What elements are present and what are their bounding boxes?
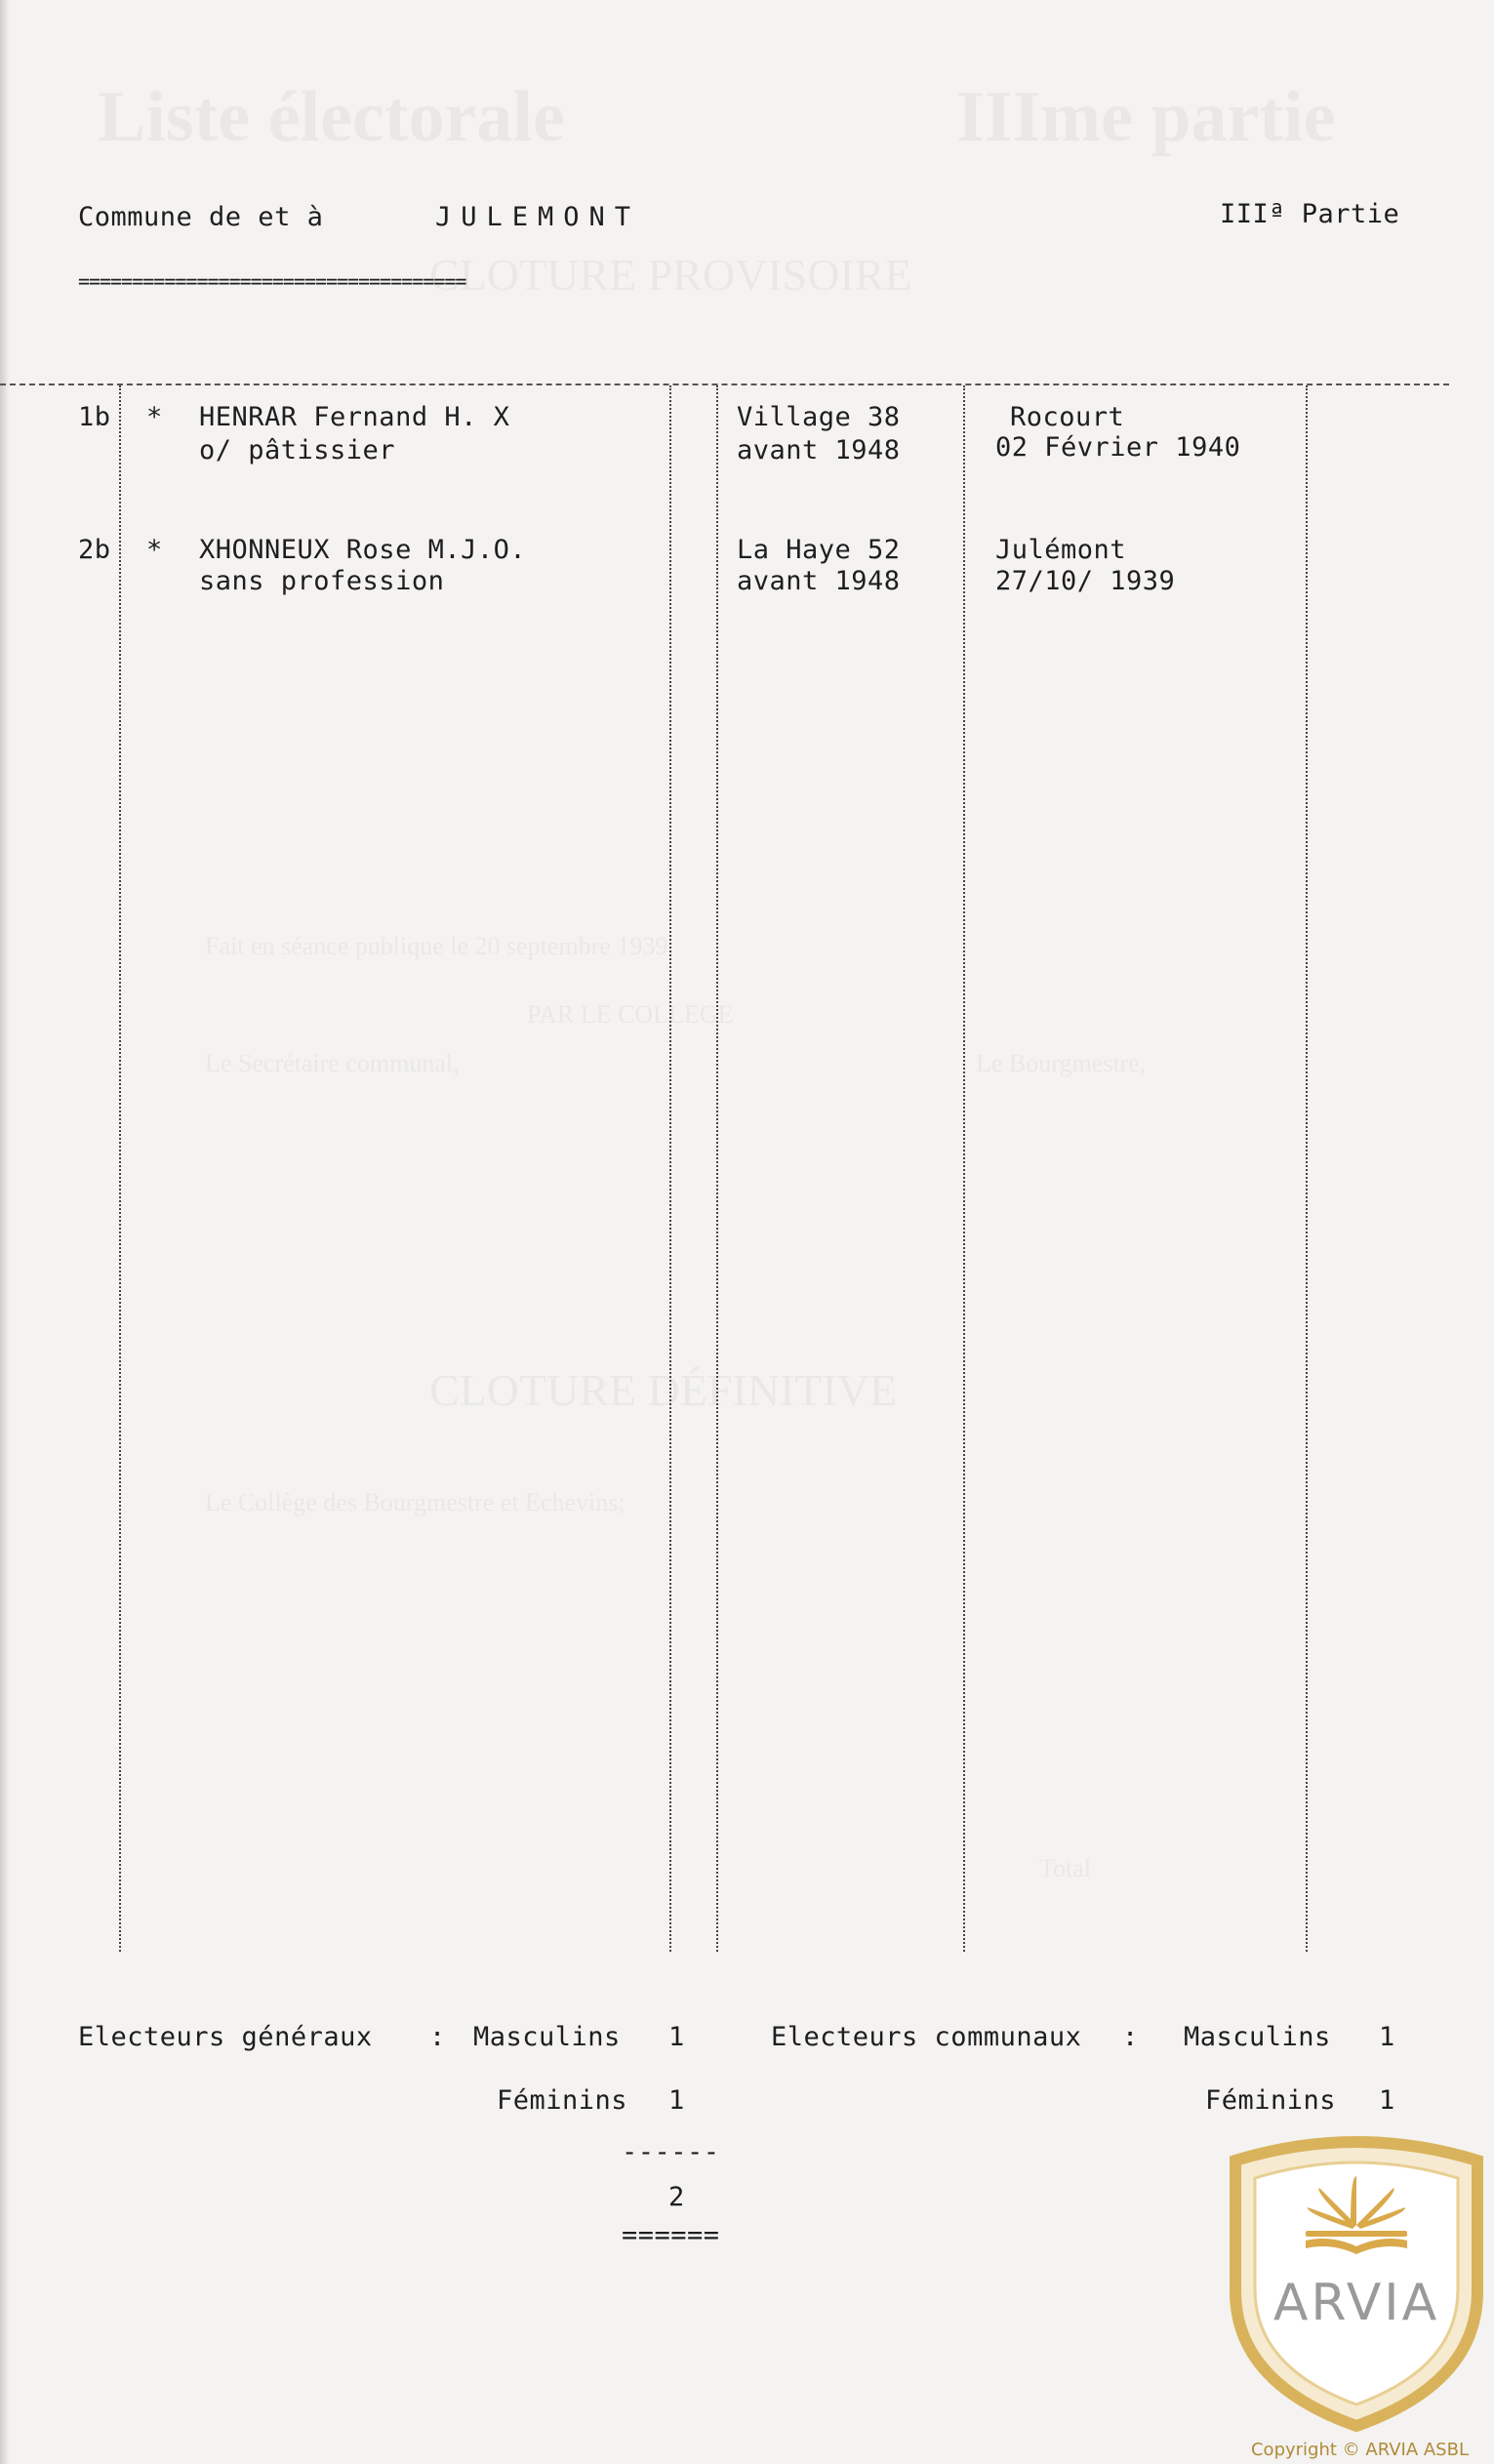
arvia-logo [1222, 2127, 1491, 2432]
entry-address: Village 38 [737, 402, 901, 432]
column-divider-2 [669, 385, 671, 1952]
entry-since: avant 1948 [737, 566, 901, 596]
ghost-bourgmestre [976, 1049, 1146, 1078]
communaux-feminins-count: 1 [1379, 2085, 1395, 2116]
part-label: IIIª Partie [1220, 199, 1400, 229]
column-divider-3 [716, 385, 718, 1952]
sum-total: 2 [668, 2182, 685, 2212]
entry-number: 1b [78, 402, 111, 432]
ghost-date-line [205, 932, 674, 961]
sum-dash-line: ------ [622, 2137, 720, 2167]
communaux-masculins-count: 1 [1379, 2022, 1395, 2052]
column-divider-5 [1306, 385, 1308, 1952]
entry-asterisk: * [146, 402, 163, 432]
communaux-separator: : [1122, 2022, 1139, 2052]
ghost-secretaire [205, 1049, 460, 1078]
entry-birth-place: Julémont [995, 535, 1127, 565]
communaux-feminins-label: Féminins [1205, 2085, 1337, 2116]
column-divider-1 [119, 385, 121, 1952]
ghost-total [1039, 1854, 1091, 1883]
entry-address: La Haye 52 [737, 535, 901, 565]
generaux-masculins-label: Masculins [473, 2022, 621, 2052]
header-underline: ==================================== [78, 269, 466, 293]
generaux-feminins-label: Féminins [497, 2085, 628, 2116]
entry-profession: o/ pâtissier [199, 435, 396, 465]
generaux-feminins-count: 1 [668, 2085, 685, 2116]
commune-label: Commune de et à [78, 202, 324, 232]
generaux-separator: : [429, 2022, 446, 2052]
sum-equals-line: ====== [622, 2220, 720, 2250]
ghost-title-right [956, 76, 1335, 159]
ghost-title-left [98, 76, 565, 159]
communaux-masculins-label: Masculins [1184, 2022, 1331, 2052]
entry-birth-date: 27/10/ 1939 [995, 566, 1176, 596]
ghost-college [205, 1488, 626, 1517]
ghost-par-college [527, 1000, 733, 1030]
generaux-masculins-count: 1 [668, 2022, 685, 2052]
entry-since: avant 1948 [737, 435, 901, 465]
column-divider-4 [963, 385, 965, 1952]
entry-birth-place: Rocourt [1010, 402, 1125, 432]
electeurs-generaux-label: Electeurs généraux [78, 2022, 373, 2052]
page-edge-shadow [0, 0, 10, 2464]
entry-name: XHONNEUX Rose M.J.O. [199, 535, 527, 565]
entry-number: 2b [78, 535, 111, 565]
copyright-notice: Copyright © ARVIA ASBL [1250, 2440, 1469, 2460]
commune-name: JULEMONT [435, 202, 641, 232]
entry-name: HENRAR Fernand H. X [199, 402, 510, 432]
arvia-logo-text: ARVIA [1272, 2274, 1440, 2332]
electeurs-communaux-label: Electeurs communaux [771, 2022, 1082, 2052]
table-top-rule [0, 384, 1449, 385]
entry-profession: sans profession [199, 566, 445, 596]
ghost-cloture-definitive [429, 1364, 897, 1416]
entry-birth-date: 02 Février 1940 [995, 432, 1241, 463]
entry-asterisk: * [146, 535, 163, 565]
